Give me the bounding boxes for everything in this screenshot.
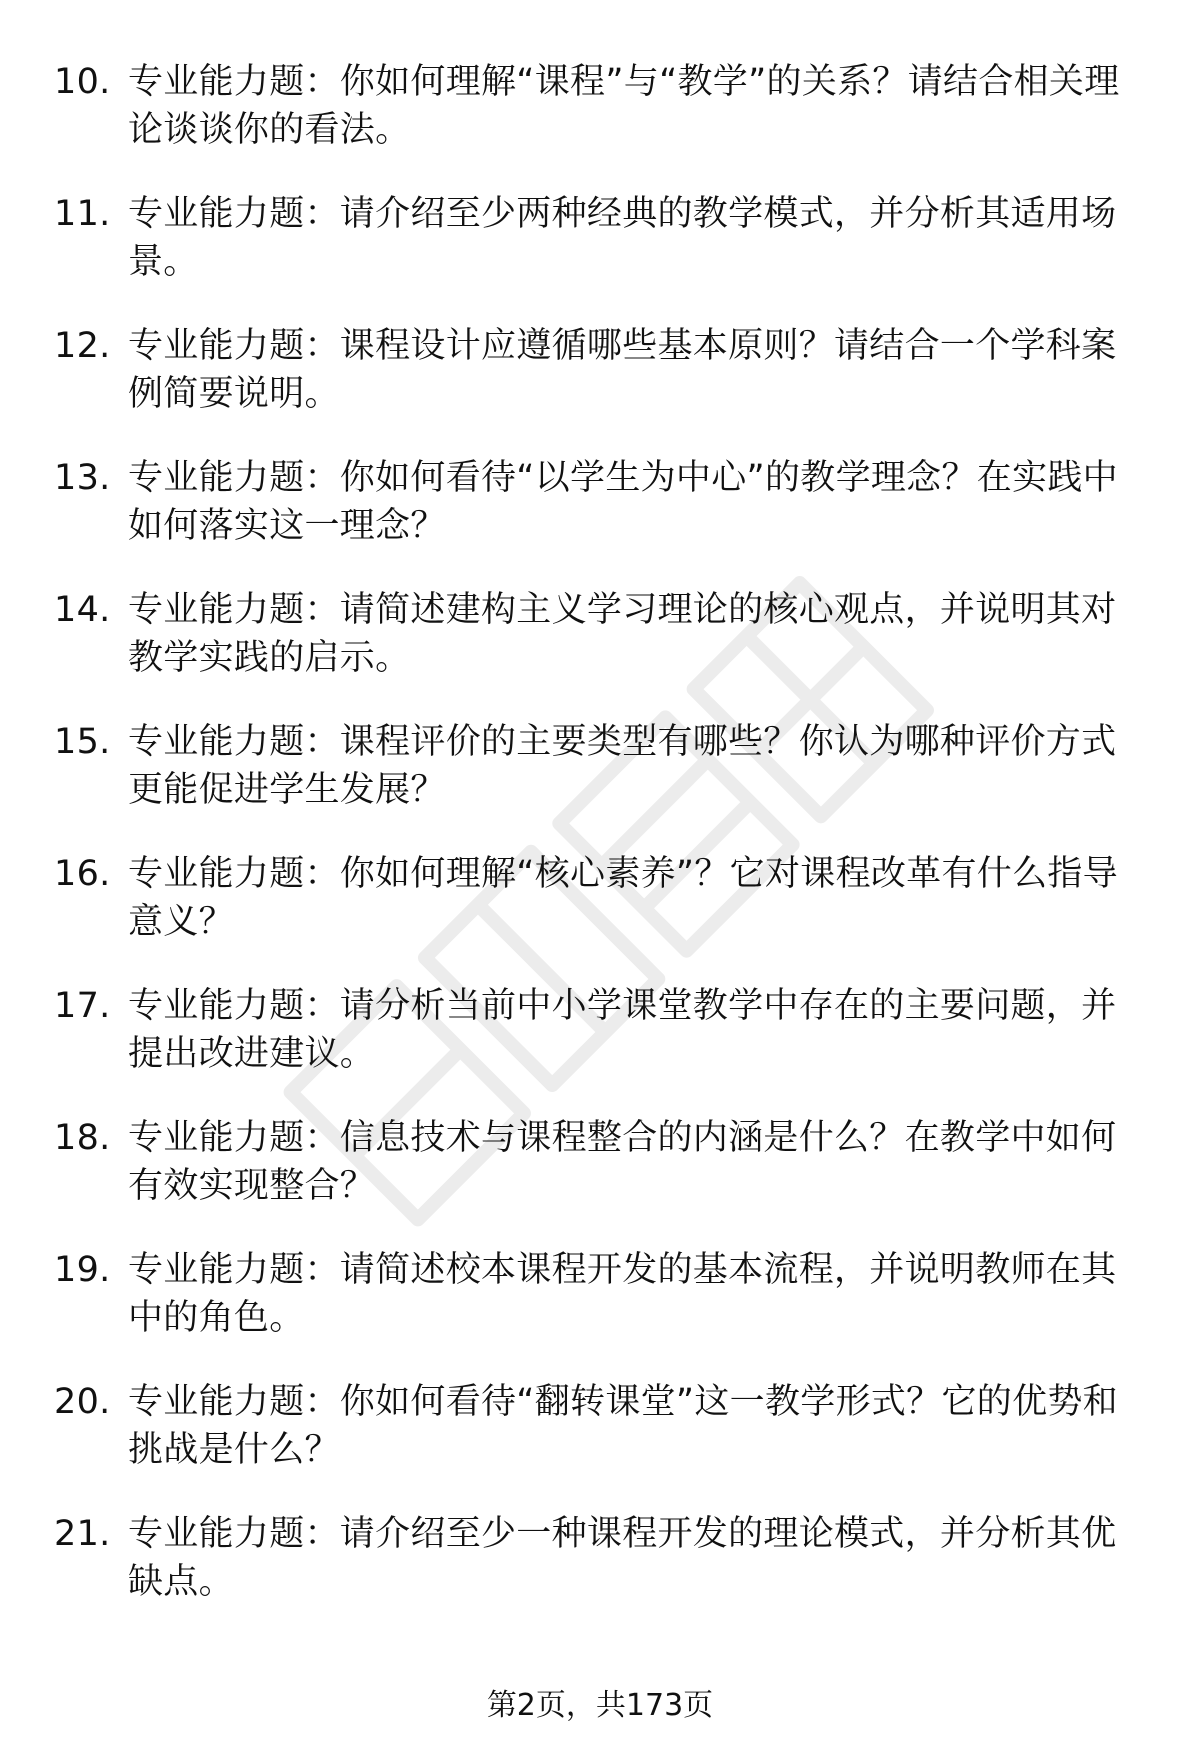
item-text: 专业能力题：请介绍至少一种课程开发的理论模式，并分析其优缺点。 — [128, 1514, 1117, 1602]
item-text: 专业能力题：请简述校本课程开发的基本流程，并说明教师在其中的角色。 — [128, 1250, 1117, 1338]
item-number: 10. — [54, 62, 111, 102]
list-item — [54, 454, 1144, 550]
question-list — [54, 58, 1144, 1642]
item-text: 专业能力题：课程设计应遵循哪些基本原则？请结合一个学科案例简要说明。 — [128, 326, 1117, 414]
list-item — [54, 1378, 1144, 1474]
item-number: 11. — [54, 194, 111, 234]
item-number: 18. — [54, 1118, 111, 1158]
list-item — [54, 982, 1144, 1078]
item-text: 专业能力题：请介绍至少两种经典的教学模式，并分析其适用场景。 — [128, 194, 1117, 282]
item-number: 19. — [54, 1250, 111, 1290]
item-number: 12. — [54, 326, 111, 366]
list-item — [54, 586, 1144, 682]
item-text: 专业能力题：课程评价的主要类型有哪些？你认为哪种评价方式更能促进学生发展？ — [128, 722, 1117, 810]
item-text: 专业能力题：信息技术与课程整合的内涵是什么？在教学中如何有效实现整合？ — [128, 1118, 1117, 1206]
item-number: 15. — [54, 722, 111, 762]
list-item — [54, 1510, 1144, 1606]
item-text: 专业能力题：请简述建构主义学习理论的核心观点，并说明其对教学实践的启示。 — [128, 590, 1117, 678]
item-text: 专业能力题：你如何看待“翻转课堂”这一教学形式？它的优势和挑战是什么？ — [128, 1382, 1118, 1470]
item-number: 13. — [54, 458, 111, 498]
list-item — [54, 1114, 1144, 1210]
item-text: 专业能力题：你如何看待“以学生为中心”的教学理念？在实践中如何落实这一理念？ — [128, 458, 1118, 546]
item-number: 21. — [54, 1514, 111, 1554]
list-item — [54, 190, 1144, 286]
page-footer: 第2页，共173页 — [486, 1688, 714, 1723]
list-item — [54, 322, 1144, 418]
item-number: 17. — [54, 986, 111, 1026]
list-item — [54, 58, 1144, 154]
item-number: 14. — [54, 590, 111, 630]
item-text: 专业能力题：你如何理解“核心素养”？它对课程改革有什么指导意义？ — [128, 854, 1118, 942]
item-text: 专业能力题：请分析当前中小学课堂教学中存在的主要问题，并提出改进建议。 — [128, 986, 1117, 1074]
list-item — [54, 1246, 1144, 1342]
item-number: 16. — [54, 854, 111, 894]
item-text: 专业能力题：你如何理解“课程”与“教学”的关系？请结合相关理论谈谈你的看法。 — [128, 62, 1120, 150]
list-item — [54, 850, 1144, 946]
list-item — [54, 718, 1144, 814]
item-number: 20. — [54, 1382, 111, 1422]
